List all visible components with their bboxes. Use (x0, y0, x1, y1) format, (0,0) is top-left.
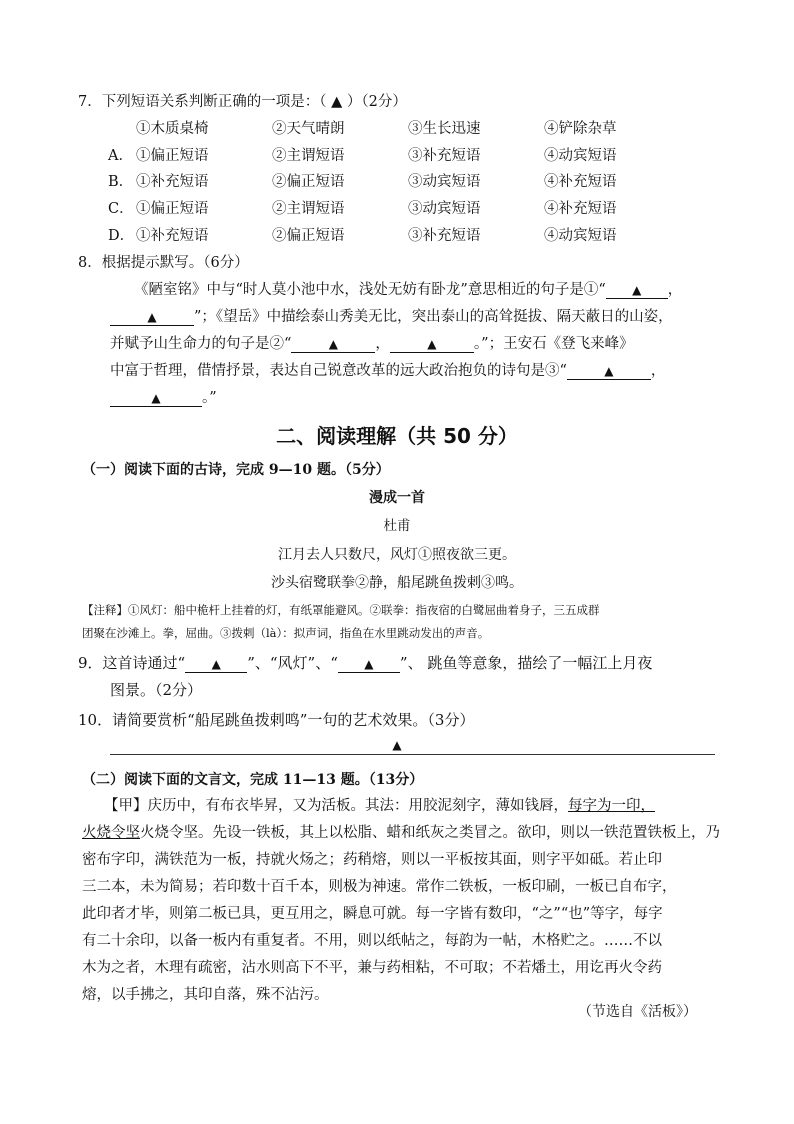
q7-phrase-2: ②天气晴朗 (272, 121, 345, 137)
q8-line-3: 并赋予山生命力的句子是②“ ▲ ， ▲ 。”；王安石《登飞来峰》 (110, 336, 634, 352)
q7-option-b-letter[interactable]: B． (108, 174, 134, 190)
passage-line-4: 三二本，未为简易；若印数十百千本，则极为神速。常作二铁板，一板印刷，一板已自布字， (82, 879, 677, 895)
passage-line-8: 熔，以手拂之，其印自落，殊不沾污。 (82, 987, 329, 1003)
passage-line-6: 有二十余印，以备一板内有重复者。不用，则以纸帖之，每韵为一帖，木格贮之。……不以 (82, 933, 662, 949)
q7-option-a-item: ③补充短语 (408, 148, 481, 164)
q9-line-2: 图景。（2分） (110, 681, 203, 699)
part1-heading: （一）阅读下面的古诗，完成 9—10 题。（5分） (82, 462, 390, 478)
answer-blank[interactable]: ▲ (291, 336, 375, 353)
answer-blank[interactable]: ▲ (110, 309, 194, 326)
q7-phrase-4: ④铲除杂草 (544, 121, 617, 137)
q8-line-1: 《陋室铭》中与“时人莫小池中水，浅处无妨有卧龙”意思相近的句子是①“ ▲ ， (134, 282, 683, 298)
q7-option-a-item: ②主谓短语 (272, 148, 345, 164)
q7-option-d-item: ②偏正短语 (272, 228, 345, 244)
q7-option-d-item: ④动宾短语 (544, 228, 617, 244)
q7-option-d-letter[interactable]: D． (108, 228, 135, 244)
q10-answer-mark: ▲ (392, 738, 402, 752)
answer-blank[interactable]: ▲ (110, 390, 202, 407)
passage-line-1: 【甲】庆历中，有布衣毕昇，又为活板。其法：用胶泥刻字，薄如钱唇，每字为一印， (104, 798, 655, 814)
part2-heading: （二）阅读下面的文言文，完成 11—13 题。（13分） (82, 772, 424, 788)
poem-verse-2: 沙头宿鹭联拳②静，船尾跳鱼拨剌③鸣。 (271, 575, 523, 591)
answer-blank[interactable]: ▲ (338, 655, 400, 673)
q7-option-c-item: ④补充短语 (544, 201, 617, 217)
q8-line-4: 中富于哲理，借情抒景，表达自己锐意改革的远大政治抱负的诗句是③“ ▲ ， (110, 363, 666, 379)
passage-source: （节选自《活板》） (578, 1004, 697, 1020)
answer-blank[interactable]: ▲ (606, 282, 668, 299)
q7-option-d-item: ①补充短语 (136, 228, 209, 244)
q7-option-c-item: ①偏正短语 (136, 201, 209, 217)
passage-line-7: 木为之者，木理有疏密，沾水则高下不平，兼与药相粘，不可取；不若燔土，用讫再火令药 (82, 960, 662, 976)
q10-answer-line[interactable] (110, 754, 715, 755)
poem-note-1: 【注释】①风灯：船中桅杆上挂着的灯，有纸罩能避风。②联拳：指夜宿的白鹭屈曲着身子，三五成群 (82, 603, 600, 617)
answer-blank[interactable]: ▲ (567, 363, 651, 380)
q7-option-b-item: ②偏正短语 (272, 174, 345, 190)
q7-phrase-1: ①木质桌椅 (136, 121, 209, 137)
q10-stem: 10．请简要赏析“船尾跳鱼拨剌鸣”一句的艺术效果。（3分） (78, 711, 475, 729)
poet-name: 杜甫 (383, 518, 411, 534)
passage-line-5: 此印者才毕，则第二板已具，更互用之，瞬息可就。每一字皆有数印，“之”“也”等字，每字 (82, 906, 663, 922)
passage-line-3: 密布字印，满铁范为一板，持就火炀之；药稍熔，则以一平板按其面，则字平如砥。若止印 (82, 852, 662, 868)
q8-line-2: ▲ ”；《望岳》中描绘泰山秀美无比，突出泰山的高耸挺拔、隔天蔽日的山姿， (110, 307, 673, 327)
q7-option-a-item: ①偏正短语 (136, 148, 209, 164)
q7-stem: 7．下列短语关系判断正确的一项是：（ ▲ ）（2分） (78, 94, 407, 110)
q8-stem: 8．根据提示默写。（6分） (78, 255, 249, 271)
q7-option-b-item: ①补充短语 (136, 174, 209, 190)
poem-note-2: 团聚在沙滩上。拳，屈曲。③拨剌（là）：拟声词，指鱼在水里跳动发出的声音。 (82, 626, 490, 640)
passage-line-2: 火烧令坚火烧令坚。先设一铁板，其上以松脂、蜡和纸灰之类冒之。欲印，则以一铁范置铁板上，乃 (82, 825, 720, 841)
answer-blank[interactable]: ▲ (390, 336, 474, 353)
q7-option-d-item: ③补充短语 (408, 228, 481, 244)
q9-line-1: 9．这首诗通过“ ▲ ”、“风灯”、“ ▲ ”、 跳鱼等意象，描绘了一幅江上月夜 (78, 654, 653, 672)
section-title: 二、阅读理解（共 50 分） (276, 424, 518, 448)
q7-option-b-item: ③动宾短语 (408, 174, 481, 190)
q7-option-c-item: ③动宾短语 (408, 201, 481, 217)
q8-line-5: ▲ 。” (110, 388, 217, 408)
answer-blank[interactable]: ▲ (185, 655, 247, 673)
q7-phrase-3: ③生长迅速 (408, 121, 481, 137)
poem-verse-1: 江月去人只数尺，风灯①照夜欲三更。 (278, 547, 516, 563)
q7-option-a-letter[interactable]: A． (108, 148, 133, 164)
q7-option-b-item: ④补充短语 (544, 174, 617, 190)
q7-option-a-item: ④动宾短语 (544, 148, 617, 164)
poem-title: 漫成一首 (369, 490, 425, 506)
q7-option-c-item: ②主谓短语 (272, 201, 345, 217)
q7-option-c-letter[interactable]: C． (108, 201, 134, 217)
